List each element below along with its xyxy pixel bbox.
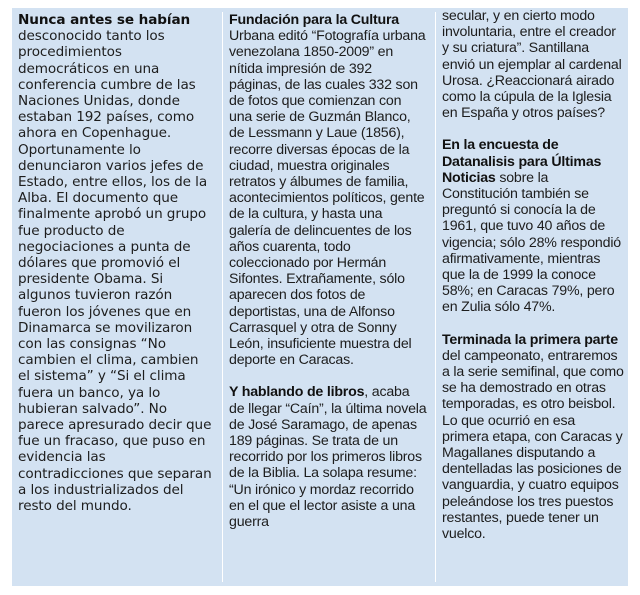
column-divider-1 [222, 12, 223, 582]
paragraph-fotografia [229, 12, 427, 368]
paragraph-lead: Nunca antes se habían [18, 12, 191, 28]
paragraph-text: Urbana editó “Fotografía urbana venezolana 1850-2009” en nítida impresión de 392 páginas, de las cuales 332 son de fotos que comienzan con una serie de Guzmán Blanco, de Lessmann y Laue (1856), recorre diversas épocas de la ciudad, muestra originales retratos y álbumes de familia, acontecimientos políticos, gente de la cultura, y hasta una galería de delincuentes de los años cuarenta, todo coleccionado por Hermán Sifontes. Extrañamente, sólo aparecen dos fotos de deportistas, una de Alfonso Carrasquel y otra de Sonny León, insuficiente muestra del deporte en Caracas. [229, 28, 426, 369]
column-3 [442, 8, 624, 558]
paragraph-text: sobre la Constitución también se preguntó si conocía la de 1961, que tuvo 40 años de vigencia; sólo 28% respondió afirmativamente, mientras que la de 1999 la conoce 58%; en Caracas 79%, pero en Zulia sólo 47%. [442, 169, 621, 316]
newspaper-page [12, 8, 628, 586]
column-2 [229, 12, 427, 546]
paragraph-text: desconocido tanto los procedimientos democráticos en una conferencia cumbre de las Naciones Unidas, donde estaban 192 países, como ahora en Copenhague. Oportunamente lo denunciaron varios jefes de Estado, entre ellos, los de la Alba. El documento que finalmente aprobó un grupo fue producto de negociaciones a punta de dólares que promovió el presidente Obama. Si algunos tuvieron razón fueron los jóvenes que en Dinamarca se movilizaron con las consignas “No cambien el clima, cambien el sistema” y “Si el clima fuera un banco, ya lo hubieran salvado”. No parece apresurado decir que fue un fracaso, que puso en evidencia las contradicciones que separan a los industrializados del resto del mundo. [18, 28, 212, 515]
paragraph-lead: Y hablando de libros [229, 384, 365, 401]
paragraph-libros [229, 384, 427, 530]
column-1 [18, 12, 214, 530]
paragraph-copenhague [18, 12, 214, 514]
paragraph-encuesta [442, 137, 624, 315]
paragraph-text: secular, y en cierto modo involuntaria, entre el creador y su criatura”. Santillana envió un ejemplar al cardenal Urosa. ¿Reaccionará airado como la cúpula de la Iglesia en España y otros países? [442, 8, 622, 122]
paragraph-campeonato [442, 332, 624, 543]
paragraph-text: , acaba de llegar “Caín”, la última novela de José Saramago, de apenas 189 páginas. Se trata de un recorrido por los primeros libros de la Biblia. La solapa resume: “Un irónico y mordaz recorrido en el que el lector asiste a una guerra [229, 384, 427, 531]
paragraph-libros-continued [442, 8, 624, 121]
paragraph-text: del campeonato, entraremos a la serie semifinal, que como se ha demostrado en otras temporadas, es otro beisbol. Lo que ocurrió en esa primera etapa, con Caracas y Magallanes disputando a dentelladas las posiciones de vanguardia, y cuatro equipos peleándose los tres puestos restantes, puede tener un vuelco. [442, 347, 624, 543]
column-divider-2 [435, 12, 436, 582]
paragraph-lead: En la encuesta de Datanalisis para Últimas Noticias [442, 137, 602, 186]
paragraph-lead: Terminada la primera parte [442, 331, 618, 348]
paragraph-lead: Fundación para la Cultura [229, 12, 400, 28]
